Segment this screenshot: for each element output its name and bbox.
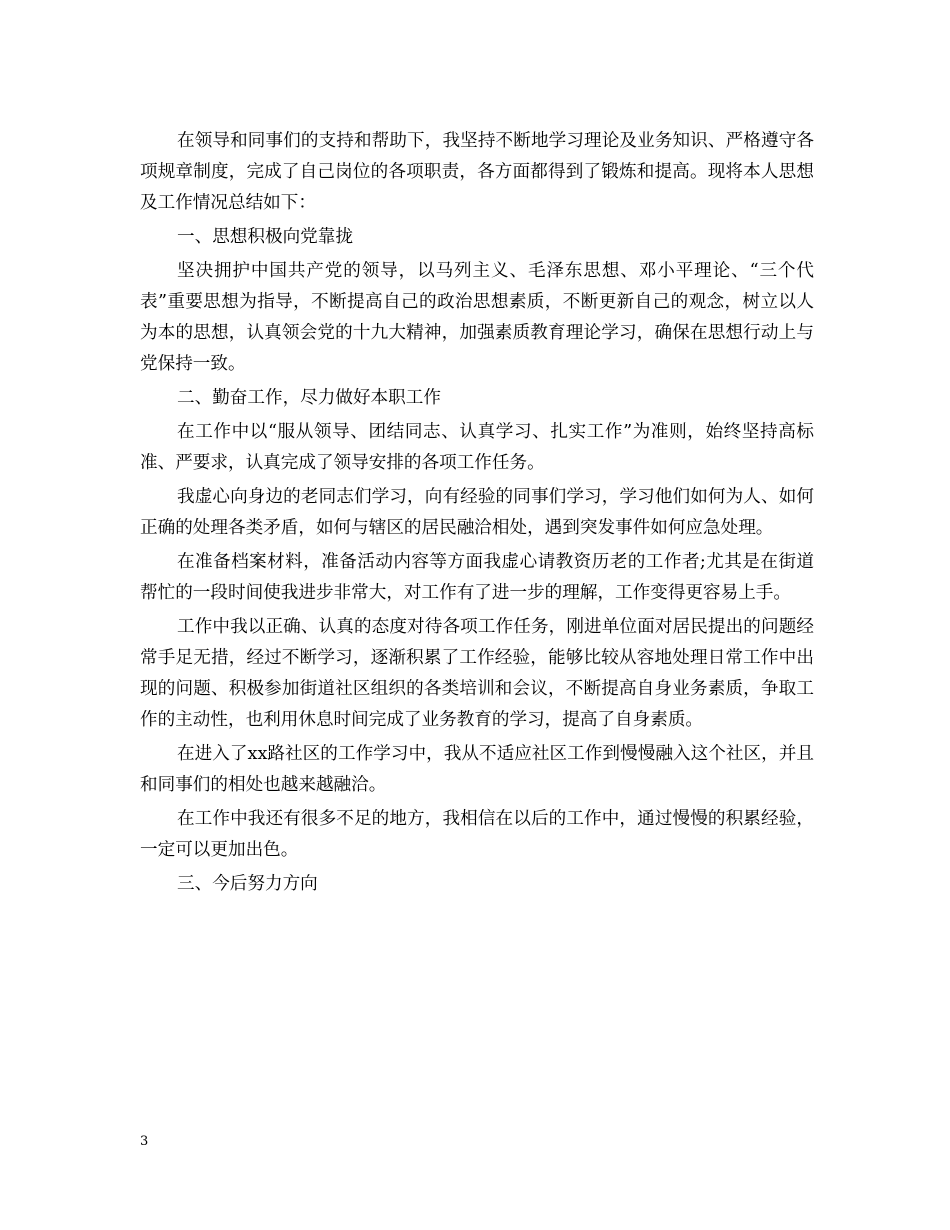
document-body [140, 126, 814, 903]
body-paragraph: 在进入了xx路社区的工作学习中，我从不适应社区工作到慢慢融入这个社区，并且和同事们的相处也越来越融洽。 [140, 744, 814, 795]
body-paragraph: 工作中我以正确、认真的态度对待各项工作任务，刚进单位面对居民提出的问题经常手足无措，经过不断学习，逐渐积累了工作经验，能够比较从容地处理日常工作中出现的问题、积极参加街道社区组织的各类培训和会议，不断提高自身业务素质，争取工作的主动性，也利用休息时间完成了业务教育的学习，提高了自身素质。 [140, 617, 814, 730]
body-paragraph: 在工作中我还有很多不足的地方，我相信在以后的工作中，通过慢慢的积累经验，一定可以更加出色。 [140, 809, 814, 860]
body-paragraph: 我虚心向身边的老同志们学习，向有经验的同事们学习，学习他们如何为人、如何正确的处理各类矛盾，如何与辖区的居民融洽相处，遇到突发事件如何应急处理。 [140, 487, 814, 538]
section-heading-3: 三、今后努力方向 [177, 874, 318, 894]
body-paragraph: 在准备档案材料，准备活动内容等方面我虚心请教资历老的工作者;尤其是在街道帮忙的一段时间使我进步非常大，对工作有了进一步的理解，工作变得更容易上手。 [140, 552, 814, 603]
body-paragraph: 坚决拥护中国共产党的领导，以马列主义、毛泽东思想、邓小平理论、“三个代表”重要思想为指导，不断提高自己的政治思想素质，不断更新自己的观念，树立以人为本的思想，认真领会党的十九大精神，加强素质教育理论学习，确保在思想行动上与党保持一致。 [140, 261, 814, 374]
page-number: 3 [140, 1134, 149, 1149]
body-paragraph: 在工作中以“服从领导、团结同志、认真学习、扎实工作”为准则，始终坚持高标准、严要求，认真完成了领导安排的各项工作任务。 [140, 422, 814, 473]
section-heading-1: 一、思想积极向党靠拢 [177, 227, 353, 247]
section-heading-2: 二、勤奋工作，尽力做好本职工作 [177, 388, 441, 408]
intro-paragraph: 在领导和同事们的支持和帮助下，我坚持不断地学习理论及业务知识、严格遵守各项规章制度，完成了自己岗位的各项职责，各方面都得到了锻炼和提高。现将本人思想及工作情况总结如下： [140, 131, 814, 213]
